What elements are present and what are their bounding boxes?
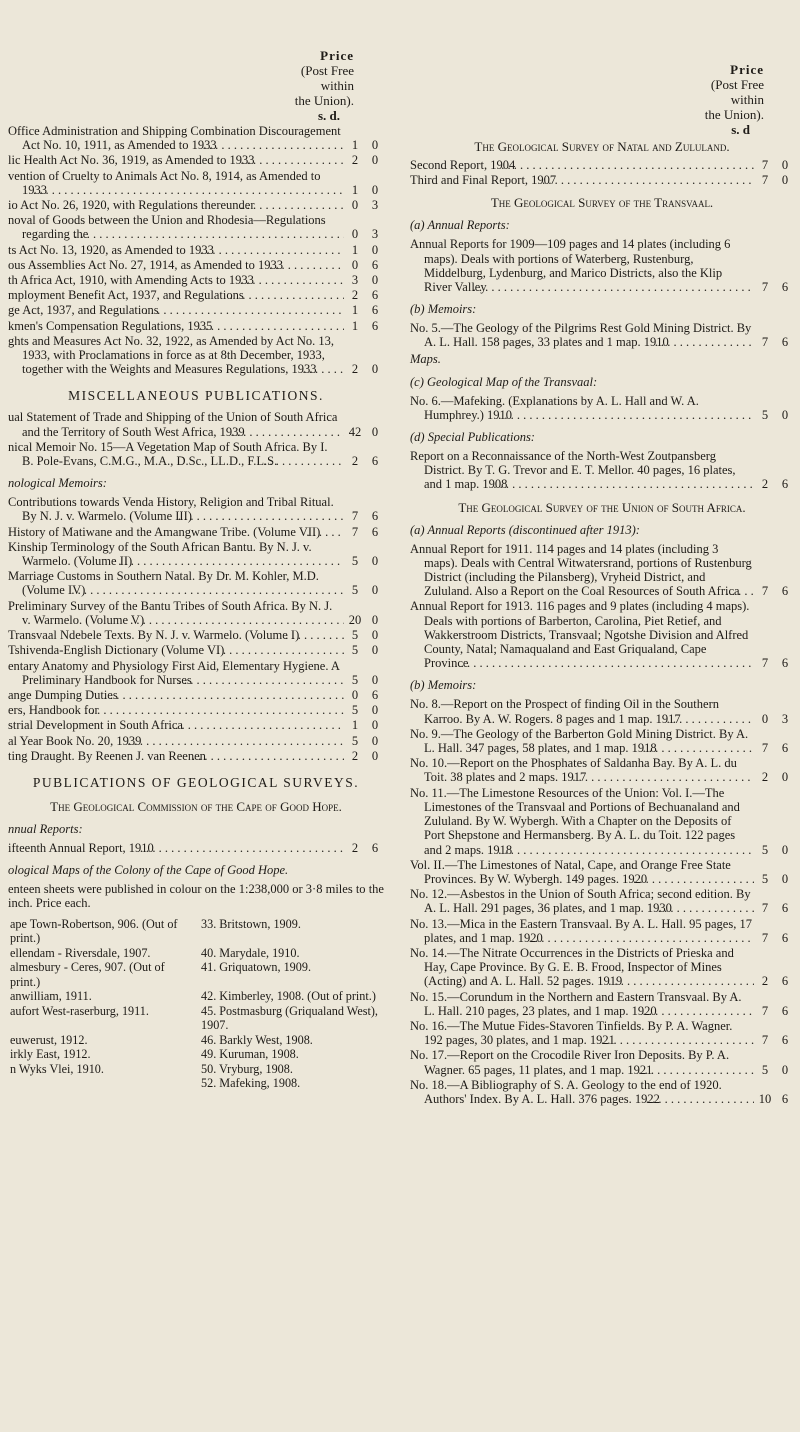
catalog-entry <box>8 841 384 855</box>
map-sheet-item: aufort West-raserburg, 1911. <box>10 1003 149 1018</box>
price-shillings: 5 <box>761 842 769 857</box>
catalog-entry <box>410 946 794 989</box>
catalog-entry <box>8 734 384 748</box>
price-shillings: 2 <box>351 288 359 303</box>
entry-title: lic Health Act No. 36, 1919, as Amended to 1933 . . . <box>8 153 344 167</box>
entry-title: Office Administration and Shipping Combination Discouragement Act No. 10, 1911, as Amended to 1933 . . . <box>8 124 344 152</box>
catalog-entry <box>8 334 384 377</box>
price-shillings: 2 <box>761 477 769 492</box>
entry-title: ange Dumping Duties . . . <box>8 688 344 702</box>
catalog-entry <box>8 273 384 287</box>
price-shillings: 2 <box>351 840 359 855</box>
subheading-transvaal: The Geological Survey of the Transvaal. <box>490 195 714 211</box>
catalog-entry <box>410 599 794 670</box>
price-pence: 0 <box>371 672 379 687</box>
catalog-entry <box>410 1078 794 1106</box>
price-pence: 0 <box>371 182 379 197</box>
map-sheet-item: 40. Marydale, 1910. <box>201 945 300 960</box>
price-pence: 6 <box>781 1033 789 1048</box>
map-sheet-item: 52. Mafeking, 1908. <box>201 1076 301 1091</box>
price-shillings: 2 <box>761 770 769 785</box>
catalog-entry <box>410 697 794 725</box>
price-pence: 0 <box>781 173 789 188</box>
map-sheet-item: n Wyks Vlei, 1910. <box>10 1061 104 1076</box>
entry-title: No. 14.—The Nitrate Occurrences in the Districts of Prieska and Hay, Cape Province. By G. E. B. Frood, Inspector of Mines (Acting) and A. L. Hall. 52 pages. 1919 . . . <box>410 946 754 989</box>
map-sheet-item: 49. Kuruman, 1908. <box>201 1047 299 1062</box>
price-shillings: 7 <box>761 335 769 350</box>
price-pence: 3 <box>781 711 789 726</box>
subsection-label: ological Maps of the Colony of the Cape of Good Hope. <box>8 863 289 878</box>
left-column <box>8 0 384 1091</box>
price-shillings: 0 <box>351 198 359 213</box>
price-pence: 0 <box>371 273 379 288</box>
catalog-entry <box>8 749 384 763</box>
price-pence: 0 <box>371 612 379 627</box>
entry-list-misc <box>8 410 384 468</box>
price-shillings: 10 <box>758 1091 772 1106</box>
catalog-entry <box>8 213 384 241</box>
entry-list-transvaal-map <box>410 394 794 422</box>
subsection-label: nological Memoirs: <box>8 476 107 491</box>
price-shillings: 0 <box>351 687 359 702</box>
entry-title: kmen's Compensation Regulations, 1935 . . . <box>8 319 344 333</box>
entry-title: Tshivenda-English Dictionary (Volume VI) . . . <box>8 643 344 657</box>
price-pence: 0 <box>781 158 789 172</box>
entry-title: No. 16.—The Mutue Fides-Stavoren Tinfields. By P. A. Wagner. 192 pages, 30 plates, and 1 map. 1921 . . . <box>410 1019 754 1047</box>
catalog-entry <box>8 153 384 167</box>
catalog-entry <box>410 158 794 172</box>
price-shillings: 5 <box>351 583 359 598</box>
price-shillings: 42 <box>348 424 362 439</box>
price-pence: 6 <box>781 974 789 989</box>
price-pence: 6 <box>781 584 789 599</box>
entry-title: strial Development in South Africa . . . <box>8 718 344 732</box>
price-label: Price <box>730 62 764 77</box>
price-pence: 6 <box>781 280 789 295</box>
entry-title: al Year Book No. 20, 1939 . . . <box>8 734 344 748</box>
entry-title: ifteenth Annual Report, 1910 . . . <box>8 841 344 855</box>
price-shillings: 7 <box>761 280 769 295</box>
entry-title: mployment Benefit Act, 1937, and Regulations . . . <box>8 288 344 302</box>
catalog-entry <box>8 440 384 468</box>
price-shillings: 2 <box>761 974 769 989</box>
price-pence: 0 <box>781 407 789 422</box>
entry-title: entary Anatomy and Physiology First Aid, Elementary Hygiene. A Preliminary Handbook for Nurses . . . <box>8 659 344 687</box>
price-shillings: 1 <box>351 318 359 333</box>
price-shillings: 3 <box>351 273 359 288</box>
price-shillings: 2 <box>351 153 359 168</box>
price-shillings: 7 <box>761 741 769 756</box>
price-pence: 0 <box>371 628 379 643</box>
price-shillings: 2 <box>351 454 359 469</box>
entry-title: Preliminary Survey of the Bantu Tribes of South Africa. By N. J. v. Warmelo. (Volume V) . . . <box>8 599 344 627</box>
price-note: the Union). <box>294 93 354 108</box>
price-shillings: 0 <box>761 711 769 726</box>
price-shillings: 7 <box>351 524 359 539</box>
entry-title: ge Act, 1937, and Regulations . . . <box>8 303 344 317</box>
price-note: (Post Free <box>300 63 354 78</box>
price-shillings: 1 <box>351 303 359 318</box>
section-heading-misc: MISCELLANEOUS PUBLICATIONS. <box>68 388 324 404</box>
price-shillings: 7 <box>761 584 769 599</box>
entry-list-misc-other <box>8 659 384 763</box>
entry-list-transvaal-annual <box>410 237 794 294</box>
map-sheet-item: 41. Griquatown, 1909. <box>201 960 312 975</box>
entry-title: Annual Reports for 1909—109 pages and 14 plates (including 6 maps). Deals with portions of Waterberg, Rustenburg, Middelburg, Lydenburg, and Marico Districts, also the Klip River Valley . . . <box>410 237 754 294</box>
price-shillings: 5 <box>351 643 359 658</box>
catalog-entry <box>410 786 794 857</box>
price-shillings: 5 <box>351 672 359 687</box>
entry-title: ous Assemblies Act No. 27, 1914, as Amended to 1933 . . . <box>8 258 344 272</box>
catalog-entry <box>8 288 384 302</box>
entry-list-acts <box>8 124 384 376</box>
entry-title: io Act No. 26, 1920, with Regulations thereunder . . . <box>8 198 344 212</box>
price-shillings: 2 <box>351 362 359 377</box>
catalog-entry <box>410 542 794 599</box>
entry-title: th Africa Act, 1910, with Amending Acts to 1933 . . . <box>8 273 344 287</box>
price-shillings: 5 <box>351 628 359 643</box>
map-sheet-item: ape Town-Robertson, 906. (Out of print.) <box>10 916 178 946</box>
price-shillings: 1 <box>351 182 359 197</box>
price-shillings: 7 <box>761 930 769 945</box>
subsection-label: (b) Memoirs: <box>410 302 477 317</box>
entry-title: No. 8.—Report on the Prospect of finding Oil in the Southern Karroo. By A. W. Rogers. 8 pages and 1 map. 1917 . . . <box>410 697 754 725</box>
price-shillings: 5 <box>761 1062 769 1077</box>
price-pence: 6 <box>371 318 379 333</box>
catalog-entry <box>410 887 794 915</box>
entry-title: Annual Report for 1911. 114 pages and 14 plates (including 3 maps). Deals with Central Witwatersrand, portions of Rustenburg District (including the Pilansberg), Vryheid District, and Zululand. Also a Report on the Coal Resources of South Africa . . . <box>410 542 754 599</box>
catalog-entry <box>8 198 384 212</box>
price-pence: 0 <box>371 242 379 257</box>
price-pence: 6 <box>781 901 789 916</box>
price-shillings: 5 <box>761 407 769 422</box>
price-pence: 0 <box>371 733 379 748</box>
price-shillings: 7 <box>761 1033 769 1048</box>
catalog-entry <box>8 688 384 702</box>
entry-title: No. 9.—The Geology of the Barberton Gold Mining District. By A. L. Hall. 347 pages, 58 plates, and 1 map. 1918 . . . <box>410 727 754 755</box>
price-pence: 6 <box>781 335 789 350</box>
map-sheet-item: 33. Britstown, 1909. <box>201 916 301 931</box>
price-shillings: 1 <box>351 242 359 257</box>
entry-list-transvaal-memoirs <box>410 321 794 349</box>
price-pence: 0 <box>781 1062 789 1077</box>
catalog-entry <box>8 169 384 197</box>
subsection-label: (d) Special Publications: <box>410 430 535 445</box>
entry-title: Annual Report for 1913. 116 pages and 9 plates (including 4 maps). Deals with portions of Barberton, Carolina, Piet Retief, and Wakkerstroom Districts, Transvaal; Ngotshe Division and Alfred County, Natal; Namaqualand and East Griqualand, Cape Province . . . <box>410 599 754 670</box>
entry-list-transvaal-special <box>410 449 794 492</box>
price-pence: 0 <box>371 718 379 733</box>
map-sheet-item <box>8 1076 193 1091</box>
price-pence: 6 <box>371 454 379 469</box>
subheading-natal: The Geological Survey of Natal and Zululand. <box>474 139 730 154</box>
entry-title: Kinship Terminology of the South African Bantu. By N. J. v. Warmelo. (Volume II) . . . <box>8 540 344 568</box>
price-pence: 0 <box>371 583 379 598</box>
map-sheet-item: ellendam - Riversdale, 1907. <box>10 945 151 960</box>
entry-title: Contributions towards Venda History, Religion and Tribal Ritual. By N. J. v. Warmelo. (Volume III) . . . <box>8 495 344 523</box>
price-shillings: 5 <box>351 703 359 718</box>
entry-title: No. 6.—Mafeking. (Explanations by A. L. Hall and W. A. Humphrey.) 1910 . . . <box>410 394 754 422</box>
price-pence: 6 <box>371 303 379 318</box>
price-pence: 6 <box>781 930 789 945</box>
price-pence: 6 <box>371 524 379 539</box>
catalog-entry <box>410 321 794 349</box>
map-sheet-item: almesbury - Ceres, 907. (Out of print.) <box>10 960 165 989</box>
catalog-entry <box>8 703 384 717</box>
subheading-union: The Geological Survey of the Union of South Africa. <box>458 499 746 515</box>
price-pence: 3 <box>371 227 379 242</box>
catalog-entry <box>410 756 794 784</box>
maps-paragraph: enteen sheets were published in colour on the 1:238,000 or 3·8 miles to the inch. Price each. <box>8 882 384 911</box>
catalog-entry <box>8 124 384 152</box>
price-pence: 0 <box>371 703 379 718</box>
map-sheet-item: 50. Vryburg, 1908. <box>201 1061 293 1076</box>
entry-title: Report on a Reconnaissance of the North-West Zoutpansberg District. By T. G. Trevor and E. T. Mellor. 40 pages, 16 plates, and 1 map. 1908 . . . <box>410 449 754 492</box>
entry-title: ts Act No. 13, 1920, as Amended to 1933 . . . <box>8 243 344 257</box>
price-header-left <box>8 48 384 123</box>
catalog-entry <box>8 718 384 732</box>
price-shillings: 7 <box>761 158 769 172</box>
entry-title: No. 10.—Report on the Phosphates of Saldanha Bay. By A. L. du Toit. 38 plates and 2 maps. 1917 . . . <box>410 756 754 784</box>
price-shillings: 0 <box>351 227 359 242</box>
price-pence: 6 <box>781 656 789 671</box>
price-shillings: 7 <box>761 901 769 916</box>
price-shillings: 2 <box>351 748 359 763</box>
subsection-label: (b) Memoirs: <box>410 678 477 693</box>
subsection-label: Maps. <box>410 351 441 366</box>
map-sheet-item: anwilliam, 1911. <box>10 989 92 1004</box>
subsection-label: (a) Annual Reports: <box>410 218 510 233</box>
catalog-entry <box>410 917 794 945</box>
price-shillings: 5 <box>351 554 359 569</box>
catalog-entry <box>8 319 384 333</box>
catalog-entry <box>8 569 384 597</box>
price-pence: 0 <box>781 842 789 857</box>
price-shillings: 1 <box>351 718 359 733</box>
catalog-entry <box>410 449 794 492</box>
catalog-entry <box>8 643 384 657</box>
entry-title: Vol. II.—The Limestones of Natal, Cape, and Orange Free State Provinces. By W. Wybergh. 149 pages. 1920 . . . <box>410 858 754 886</box>
catalog-entry <box>410 394 794 422</box>
catalog-entry <box>410 173 794 187</box>
entry-title: No. 18.—A Bibliography of S. A. Geology to the end of 1920. Authors' Index. By A. L. Hall. 376 pages. 1922 . . . <box>410 1078 754 1106</box>
map-sheet-item: 45. Postmasburg (Griqualand West), 1907. <box>201 1003 378 1033</box>
entry-title: No. 12.—Asbestos in the Union of South Africa; second edition. By A. L. Hall. 291 pages, 36 plates, and 1 map. 1930 . . . <box>410 887 754 915</box>
entry-title: ers, Handbook for . . . <box>8 703 344 717</box>
catalog-entry <box>8 540 384 568</box>
price-pence: 6 <box>371 687 379 702</box>
entry-title: No. 15.—Corundum in the Northern and Eastern Transvaal. By A. L. Hall. 210 pages, 23 plates, and 1 map. 1920 . . . <box>410 990 754 1018</box>
catalog-entry <box>8 303 384 317</box>
price-shillings: 0 <box>351 257 359 272</box>
price-note: within <box>320 78 354 93</box>
catalog-entry <box>410 727 794 755</box>
catalog-entry <box>410 237 794 294</box>
entry-title: History of Matiwane and the Amangwane Tribe. (Volume VII) . . . <box>8 525 344 539</box>
catalog-entry <box>8 243 384 257</box>
catalog-entry <box>8 258 384 272</box>
entry-title: No. 5.—The Geology of the Pilgrims Rest Gold Mining District. By A. L. Hall. 158 pages, 33 plates and 1 map. 1910 . . . <box>410 321 754 349</box>
entry-list-union-memoirs <box>410 697 794 1106</box>
catalog-entry <box>8 599 384 627</box>
price-pence: 6 <box>371 840 379 855</box>
catalog-entry <box>410 858 794 886</box>
subsection-label: (c) Geological Map of the Transvaal: <box>410 374 598 389</box>
catalog-entry <box>410 1048 794 1076</box>
entry-title: vention of Cruelty to Animals Act No. 8, 1914, as Amended to 1933 . . . <box>8 169 344 197</box>
price-pence: 0 <box>371 643 379 658</box>
entry-title: ghts and Measures Act No. 32, 1922, as Amended by Act No. 13, 1933, with Proclamations in force as at 8th December, 1933, together with the Weights and Measures Regulations, 1933 . . . <box>8 334 344 377</box>
price-pence: 6 <box>781 1091 789 1106</box>
price-pence: 6 <box>371 509 379 524</box>
subsection-label: (a) Annual Reports (discontinued after 1913): <box>410 522 640 537</box>
price-pence: 6 <box>781 1003 789 1018</box>
subheading-cape: The Geological Commission of the Cape of Good Hope. <box>50 798 342 814</box>
entry-title: Third and Final Report, 1907 . . . <box>410 173 754 187</box>
price-shillings: 1 <box>351 138 359 153</box>
entry-list-memoirs <box>8 495 384 657</box>
price-pence: 0 <box>371 554 379 569</box>
price-note: within <box>730 92 764 107</box>
price-units: s. d. <box>317 108 340 123</box>
price-shillings: 7 <box>351 509 359 524</box>
map-list <box>8 917 384 1091</box>
map-sheet-item: irkly East, 1912. <box>10 1047 91 1062</box>
catalog-entry <box>410 1019 794 1047</box>
price-pence: 0 <box>371 138 379 153</box>
map-sheet-item: euwerust, 1912. <box>10 1032 88 1047</box>
entry-title: ting Draught. By Reenen J. van Reenen . . . <box>8 749 344 763</box>
entry-title: Marriage Customs in Southern Natal. By Dr. M. Kohler, M.D. (Volume IV) . . . <box>8 569 344 597</box>
price-pence: 6 <box>781 477 789 492</box>
price-pence: 0 <box>781 871 789 886</box>
catalog-entry <box>8 525 384 539</box>
price-shillings: 7 <box>761 1003 769 1018</box>
entry-title: No. 11.—The Limestone Resources of the Union: Vol. I.—The Limestones of the Transvaal and Portions of Bechuanaland and Zululand. By W. Wybergh. With a Chapter on the Deposits of Port Shepstone and Hermansberg. By A. L. du Toit. 122 pages and 2 maps. 1918 . . . <box>410 786 754 857</box>
price-pence: 0 <box>781 770 789 785</box>
price-shillings: 7 <box>761 173 769 188</box>
section-heading-geological: PUBLICATIONS OF GEOLOGICAL SURVEYS. <box>32 774 360 790</box>
entry-title: noval of Goods between the Union and Rhodesia—Regulations regarding the . . . <box>8 213 344 241</box>
price-pence: 6 <box>371 288 379 303</box>
map-sheet-item: 46. Barkly West, 1908. <box>201 1032 313 1047</box>
price-shillings: 20 <box>348 612 362 627</box>
price-pence: 3 <box>371 198 379 213</box>
price-units: s. d <box>731 122 750 137</box>
entry-title: No. 17.—Report on the Crocodile River Iron Deposits. By P. A. Wagner. 65 pages, 11 plates, and 1 map. 1921 . . . <box>410 1048 754 1076</box>
entry-list-cape <box>8 841 384 855</box>
price-note: the Union). <box>704 107 764 122</box>
price-note: (Post Free <box>710 77 764 92</box>
catalog-entry <box>8 628 384 642</box>
price-pence: 6 <box>371 257 379 272</box>
right-column <box>410 0 794 1107</box>
entry-list-natal <box>410 158 794 187</box>
entry-title: nical Memoir No. 15—A Vegetation Map of South Africa. By I. B. Pole-Evans, C.M.G., M.A., D.Sc., LL.D., F.L.S. . . . <box>8 440 344 468</box>
price-header-right <box>410 62 794 137</box>
entry-title: No. 13.—Mica in the Eastern Transvaal. By A. L. Hall. 95 pages, 17 plates, and 1 map. 1920 . . . <box>410 917 754 945</box>
entry-list-union-annual <box>410 542 794 671</box>
price-shillings: 7 <box>761 656 769 671</box>
price-label: Price <box>320 48 354 63</box>
price-pence: 0 <box>371 748 379 763</box>
map-sheet-item: 42. Kimberley, 1908. (Out of print.) <box>201 989 376 1004</box>
entry-title: Transvaal Ndebele Texts. By N. J. v. Warmelo. (Volume I) . . . <box>8 628 344 642</box>
price-shillings: 5 <box>351 733 359 748</box>
price-pence: 6 <box>781 741 789 756</box>
catalog-entry <box>410 990 794 1018</box>
catalog-entry <box>8 410 384 438</box>
price-pence: 0 <box>371 153 379 168</box>
entry-title: Second Report, 1904 . . . <box>410 158 754 172</box>
price-shillings: 5 <box>761 871 769 886</box>
catalog-entry <box>8 659 384 687</box>
price-pence: 0 <box>371 424 379 439</box>
subsection-label: nnual Reports: <box>8 821 83 836</box>
entry-title: ual Statement of Trade and Shipping of the Union of South Africa and the Territory of South West Africa, 1939 . . . <box>8 410 344 438</box>
catalog-entry <box>8 495 384 523</box>
price-pence: 0 <box>371 362 379 377</box>
